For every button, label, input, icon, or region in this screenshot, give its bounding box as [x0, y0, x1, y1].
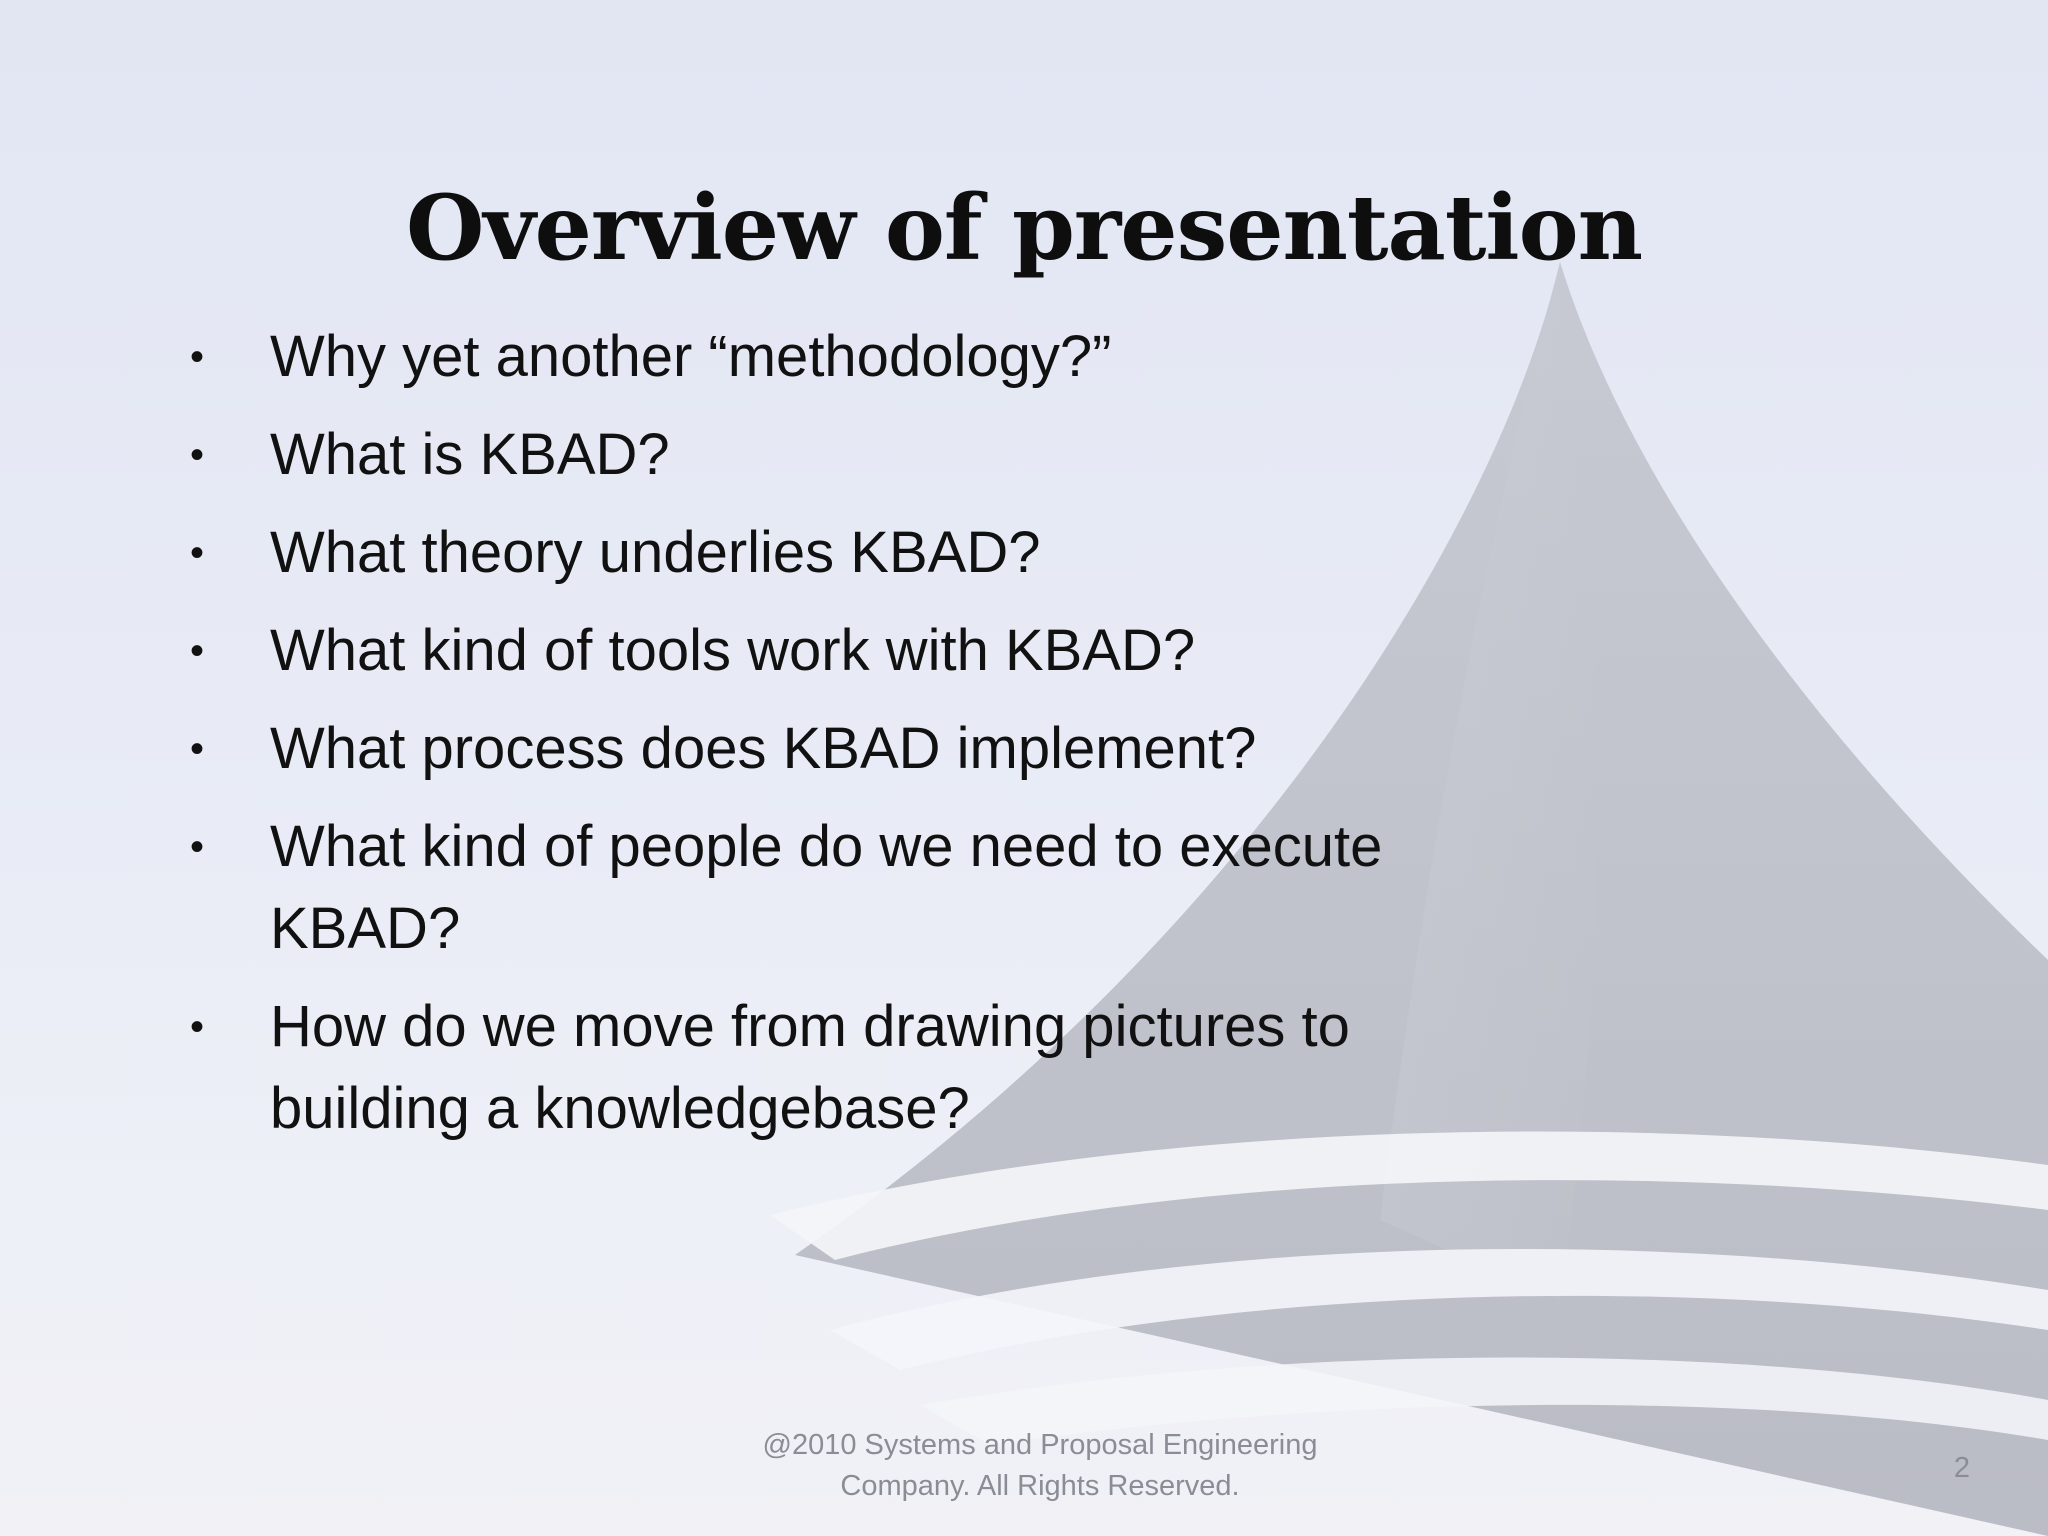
- bullet-text: What is KBAD?: [270, 422, 670, 487]
- bullet-item: [190, 414, 1550, 496]
- bullet-item: [190, 708, 1550, 790]
- slide-title: Overview of presentation: [405, 175, 1643, 281]
- bullet-item: [190, 806, 1550, 970]
- bullet-dot: •: [190, 335, 205, 379]
- bullet-text: What theory underlies KBAD?: [270, 520, 1041, 585]
- bullet-text: What process does KBAD implement?: [270, 716, 1257, 781]
- bullet-text: What kind of tools work with KBAD?: [270, 618, 1196, 683]
- bullet-dot: •: [190, 433, 205, 477]
- bullet-text: How do we move from drawing pictures to building a knowledgebase?: [270, 994, 1350, 1141]
- bullet-dot: •: [190, 1005, 205, 1049]
- bullet-dot: •: [190, 531, 205, 575]
- bullet-item: [190, 610, 1550, 692]
- copyright-footer: @2010 Systems and Proposal Engineering Company. All Rights Reserved.: [762, 1429, 1318, 1502]
- bullet-item: [190, 986, 1550, 1150]
- bullet-item: [190, 512, 1550, 594]
- bullet-dot: •: [190, 825, 205, 869]
- bullet-dot: •: [190, 629, 205, 673]
- bullet-text: Why yet another “methodology?”: [270, 324, 1112, 389]
- bullet-dot: •: [190, 727, 205, 771]
- bullet-list: [190, 316, 1550, 1166]
- bullet-text: What kind of people do we need to execute KBAD?: [270, 814, 1383, 961]
- page-number: 2: [1953, 1452, 1970, 1484]
- bullet-item: [190, 316, 1550, 398]
